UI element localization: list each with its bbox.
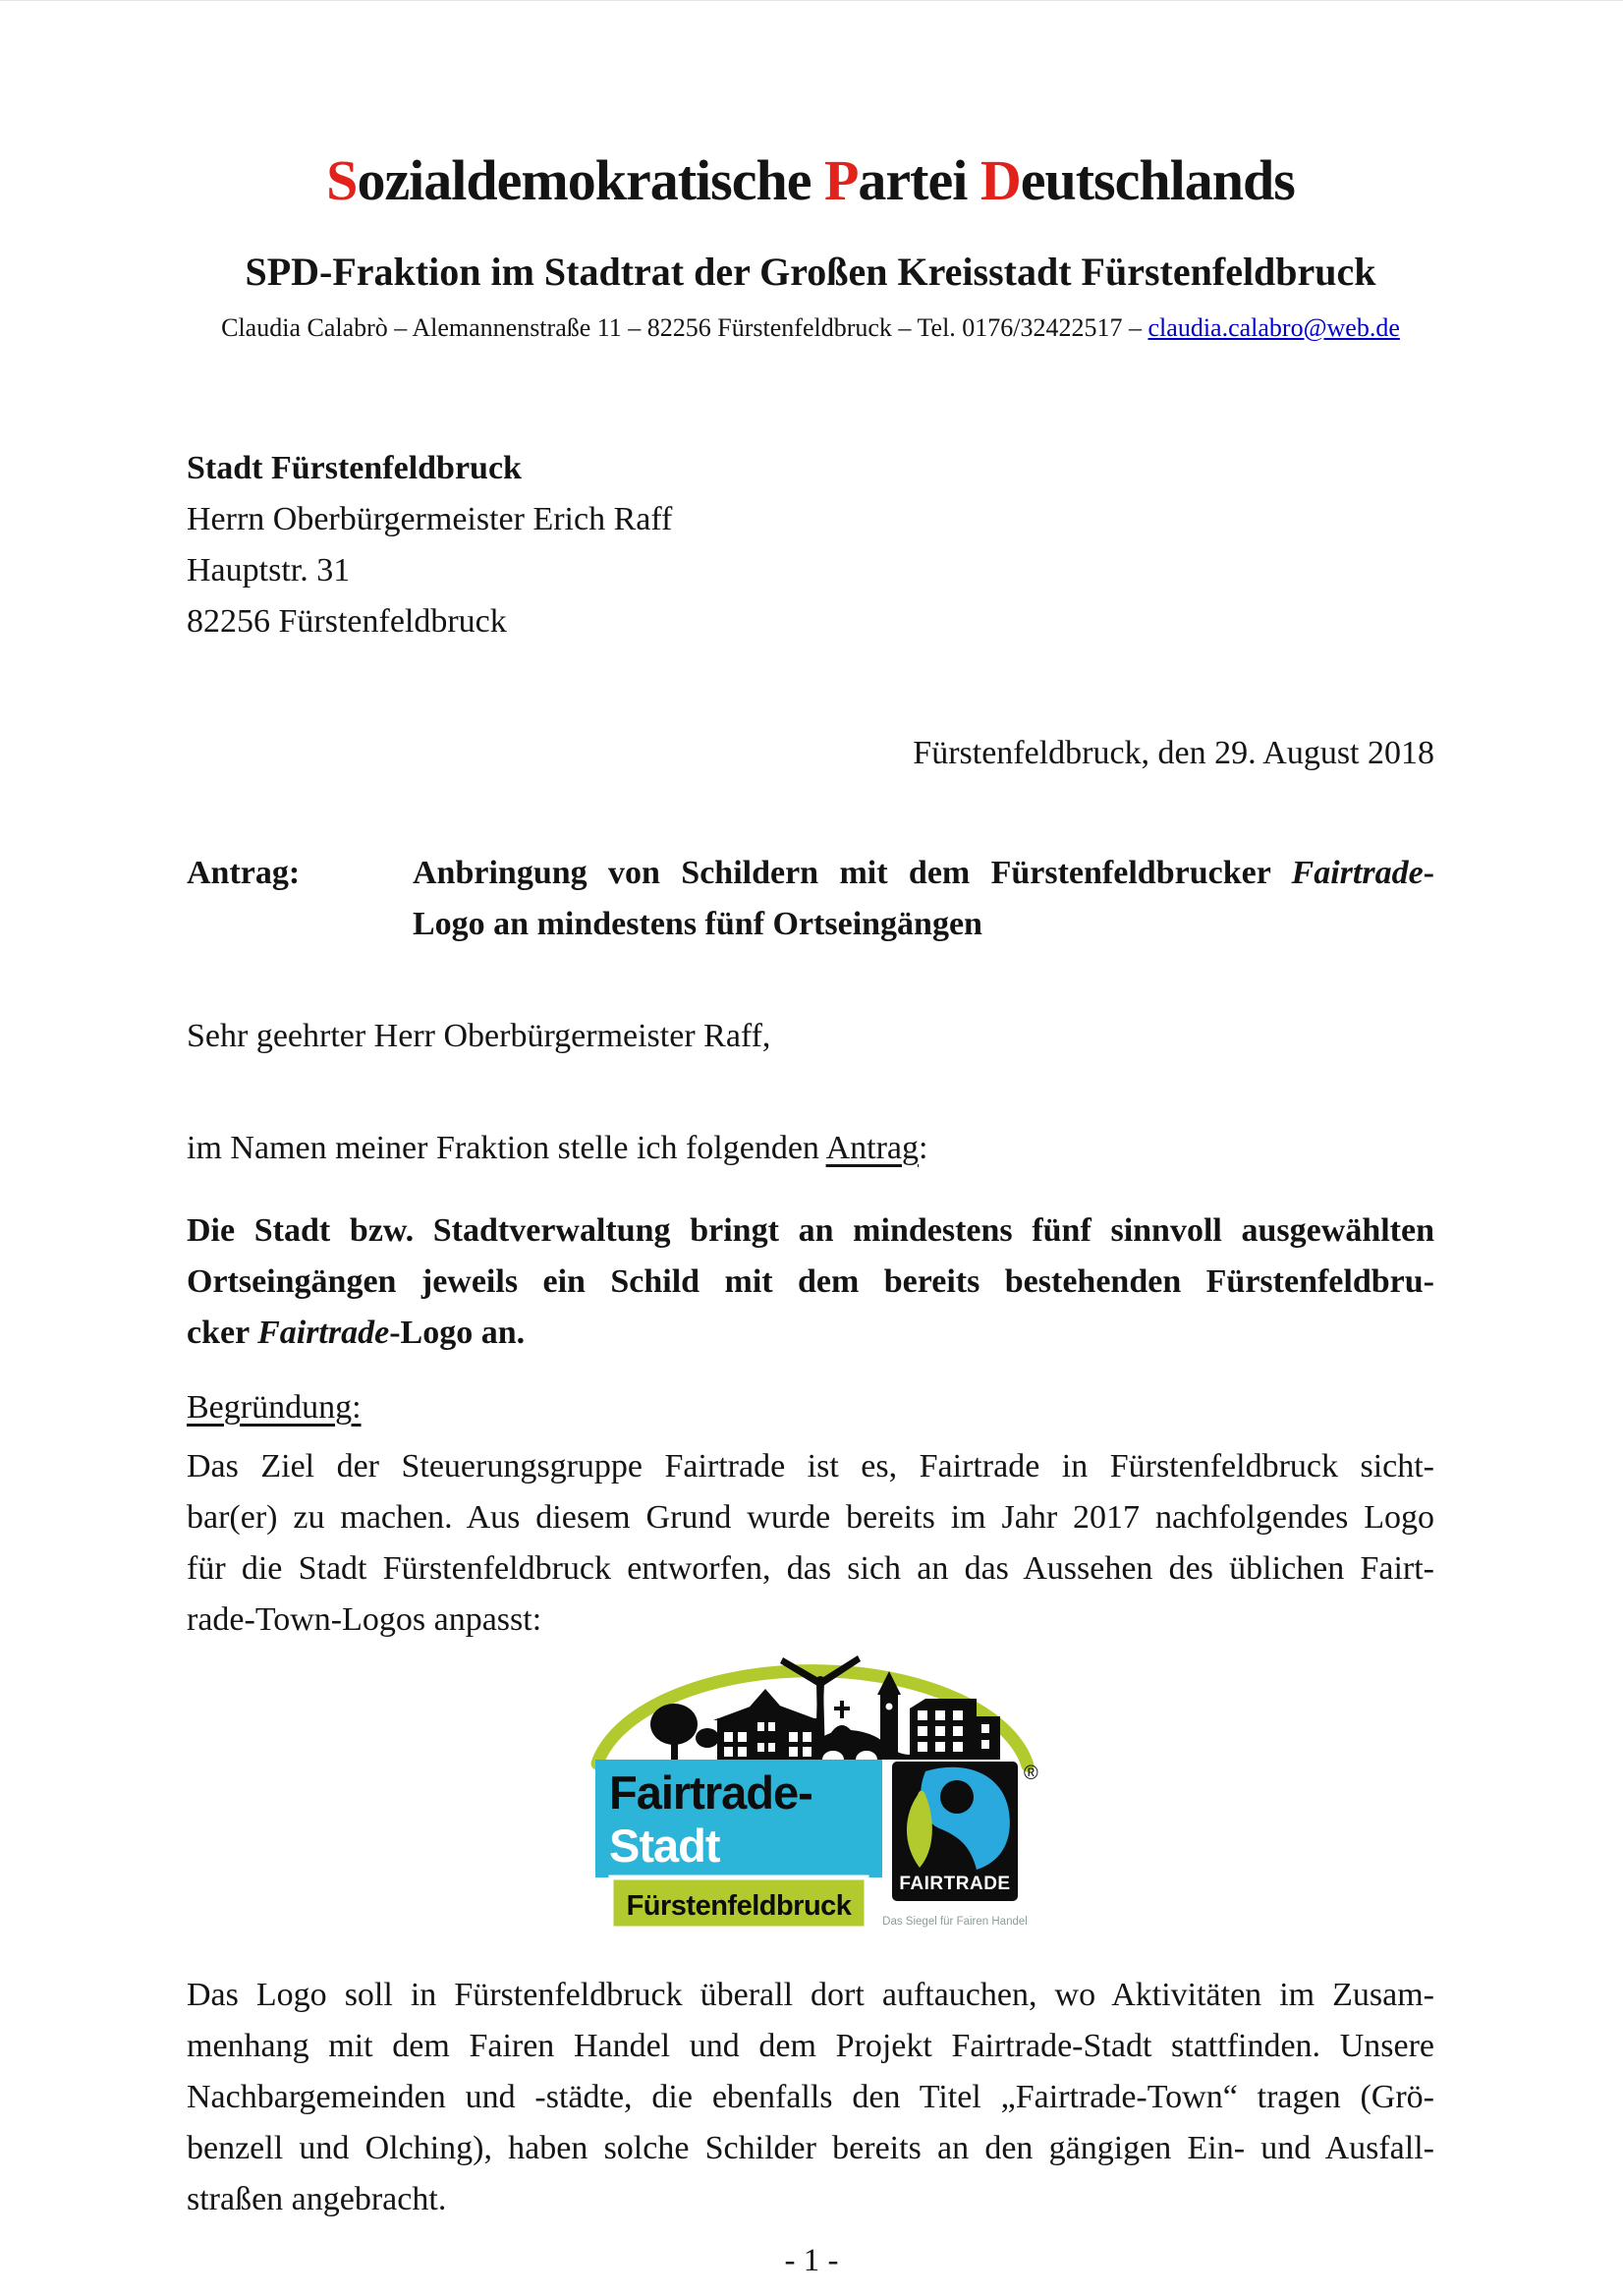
- paragraph-line: benzell und Olching), haben solche Schilder bereits an den gängigen Ein- und Ausfall-: [187, 2130, 1434, 2166]
- paragraph-line: Das Logo soll in Fürstenfeldbruck überall dort auftauchen, wo Aktivitäten im Zusam-: [187, 1977, 1434, 2013]
- intro-sentence: im Namen meiner Fraktion stelle ich folgenden Antrag:: [187, 1130, 928, 1166]
- city-text: Fürstenfeldbruck: [626, 1890, 852, 1922]
- registered-trademark-symbol: ®: [1024, 1763, 1038, 1784]
- subject-text: [413, 848, 1434, 950]
- small-tree-icon: [696, 1728, 719, 1748]
- paragraph-line: straßen angebracht.: [187, 2181, 447, 2217]
- subject-line: Logo an mindestens fünf Ortseingängen: [413, 906, 982, 942]
- paragraph-line: bar(er) zu machen. Aus diesem Grund wurde bereits im Jahr 2017 nachfolgendes Logo: [187, 1499, 1434, 1536]
- contact-line: Claudia Calabrò – Alemannenstraße 11 – 82256 Fürstenfeldbruck – Tel. 0176/32422517 – claudia.calabro@web.de: [221, 313, 1400, 342]
- party-title: Sozialdemokratische Partei Deutschlands: [326, 148, 1295, 212]
- fairtrade-mark: [892, 1762, 1018, 1901]
- paragraph-line: Nachbargemeinden und -städte, die ebenfalls den Titel „Fairtrade-Town“ tragen (Grö-: [187, 2079, 1434, 2115]
- tree-icon: [650, 1704, 698, 1745]
- paragraph-line: für die Stadt Fürstenfeldbruck entworfen, das sich an das Aussehen des üblichen Fairt-: [187, 1550, 1434, 1587]
- justification-paragraph-1: [187, 1441, 1434, 1646]
- building: [977, 1716, 1000, 1760]
- tower: [750, 1710, 782, 1760]
- fairtrade-mark-caption: Das Siegel für Fairen Handel: [882, 1916, 1028, 1928]
- subject-block: [187, 848, 1434, 950]
- subject-label: Antrag:: [187, 855, 301, 891]
- motion-line: Die Stadt bzw. Stadtverwaltung bringt an mindestens fünf sinnvoll ausgewählten: [187, 1212, 1434, 1249]
- page-number: - 1 -: [784, 2243, 839, 2278]
- brand-line1-text: Fairtrade-: [609, 1766, 812, 1819]
- recipient-address: [187, 443, 1434, 647]
- paragraph-line: Das Ziel der Steuerungsgruppe Fairtrade ist es, Fairtrade in Fürstenfeldbruck sicht-: [187, 1448, 1434, 1484]
- recipient-name: Stadt Fürstenfeldbruck: [187, 450, 522, 486]
- date-line: Fürstenfeldbruck, den 29. August 2018: [913, 735, 1434, 771]
- tower-roof: [745, 1689, 786, 1712]
- paragraph-line: rade-Town-Logos anpasst:: [187, 1601, 542, 1638]
- justification-paragraph-2: [187, 1970, 1434, 2225]
- fairtrade-stadt-logo-graphic: [580, 1650, 1041, 1944]
- justification-heading: Begründung:: [187, 1389, 362, 1426]
- motion-line: cker Fairtrade-Logo an.: [187, 1315, 526, 1351]
- paragraph-line: menhang mit dem Fairen Handel und dem Projekt Fairtrade-Stadt stattfinden. Unsere: [187, 2028, 1434, 2064]
- fairtrade-stadt-logo: [580, 1650, 1041, 1944]
- fairtrade-mark-head: [940, 1780, 974, 1814]
- email-link[interactable]: claudia.calabro@web.de: [1147, 313, 1400, 342]
- recipient-line: Hauptstr. 31: [187, 552, 351, 588]
- recipient-line: 82256 Fürstenfeldbruck: [187, 603, 507, 640]
- motion-line: Ortseingängen jeweils ein Schild mit dem bereits bestehenden Fürstenfeldbru-: [187, 1263, 1434, 1300]
- salutation: Sehr geehrter Herr Oberbürgermeister Raff,: [187, 1018, 771, 1054]
- brand-line2-text: Stadt: [609, 1820, 720, 1872]
- subject-line: Anbringung von Schildern mit dem Fürstenfeldbrucker Fairtrade-: [413, 855, 1434, 891]
- fairtrade-mark-label: FAIRTRADE: [899, 1874, 1011, 1894]
- recipient-line: Herrn Oberbürgermeister Erich Raff: [187, 501, 673, 537]
- faction-subtitle: SPD-Fraktion im Stadtrat der Großen Kreisstadt Fürstenfeldbruck: [245, 250, 1376, 294]
- motion-paragraph: [187, 1205, 1434, 1359]
